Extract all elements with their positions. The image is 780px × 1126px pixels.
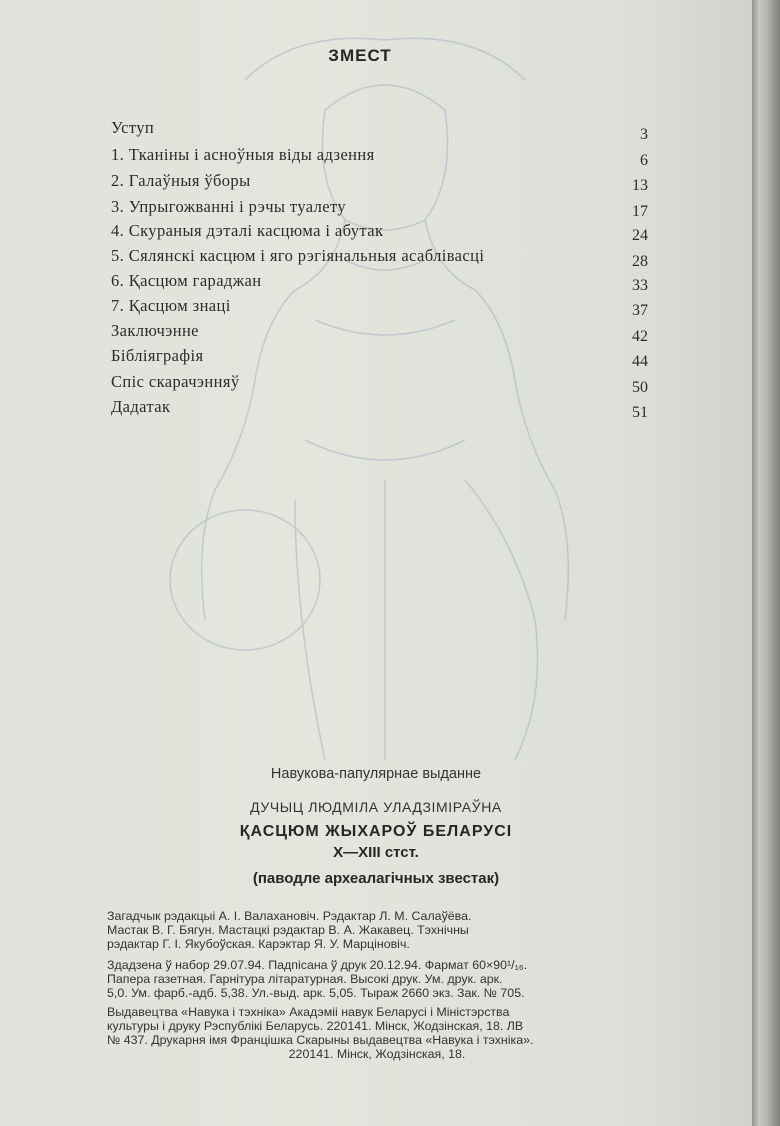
toc-entry-label: 1. Тканіны і асноўныя віды адзення xyxy=(111,145,375,164)
toc-entry-page: 37 xyxy=(632,302,648,319)
toc-entry-label: Заключэнне xyxy=(111,321,199,340)
imprint-line: Здадзена ў набор 29.07.94. Падпісана ў друк 20.12.94. Фармат 60×90¹/₁₆. xyxy=(107,958,528,972)
toc-entry-page: 42 xyxy=(632,328,648,345)
imprint-publisher xyxy=(107,1005,647,1061)
toc-entry-label: Спіс скарачэнняў xyxy=(111,372,240,391)
toc-entry-page: 24 xyxy=(632,227,648,244)
toc-entry-chapter-4 xyxy=(0,221,752,243)
toc-entry-appendix xyxy=(0,397,752,419)
toc-entry-label: Бібліяграфія xyxy=(111,346,204,365)
imprint-line: Мастак В. Г. Бягун. Мастацкі рэдактар В. А. Жакавец. Тэхнічны xyxy=(107,923,469,937)
imprint-production xyxy=(107,958,647,1000)
toc-entry-page: 33 xyxy=(632,277,648,294)
toc-entry-page: 51 xyxy=(632,404,648,421)
toc-entry-page: 17 xyxy=(632,203,648,220)
toc-entry-chapter-5 xyxy=(0,246,752,268)
toc-entry-chapter-2 xyxy=(0,171,752,193)
imprint-line: 5,0. Ум. фарб.-адб. 5,38. Ул.-выд. арк. 5,05. Тыраж 2660 экз. Зак. № 705. xyxy=(107,986,525,1000)
imprint-line: Выдавецтва «Навука і тэхніка» Акадэміі навук Беларусі і Міністэрства xyxy=(107,1005,510,1019)
toc-entry-label: Дадатак xyxy=(111,397,171,416)
series-line: Навукова-папулярнае выданне xyxy=(270,766,482,782)
toc-entry-chapter-6 xyxy=(0,271,752,293)
toc-entry-page: 44 xyxy=(632,353,648,370)
imprint-staff xyxy=(107,909,647,951)
page-stack-edge xyxy=(752,0,780,1126)
imprint-line: № 437. Друкарня імя Францішка Скарыны выдавецтва «Навука і тэхніка». xyxy=(107,1033,534,1047)
imprint-line: рэдактар Г. І. Якубоўская. Карэктар Я. У. Марціновіч. xyxy=(107,937,410,951)
imprint-line: Загадчык рэдакцыі А. І. Валахановіч. Рэдактар Л. М. Салаўёва. xyxy=(107,909,472,923)
toc-entry-abbreviations xyxy=(0,372,752,394)
toc-heading: ЗМЕСТ xyxy=(328,46,392,65)
toc-entry-chapter-7 xyxy=(0,296,752,318)
toc-entry-label: Уступ xyxy=(111,118,155,137)
toc-entry-label: 5. Сялянскі касцюм і яго рэгіянальныя асаблівасці xyxy=(111,246,485,265)
toc-entry-page: 28 xyxy=(632,253,648,270)
toc-entry-label: 7. Қасцюм знаці xyxy=(111,296,231,315)
book-period: X—XIII стст. xyxy=(333,844,419,861)
imprint-line: культуры і друку Рэспублікі Беларусь. 220141. Мінск, Жодзінская, 18. ЛВ xyxy=(107,1019,524,1033)
toc-entry-page: 13 xyxy=(632,177,648,194)
toc-entry-conclusion xyxy=(0,321,752,343)
toc-entry-page: 3 xyxy=(640,126,648,143)
imprint-line: 220141. Мінск, Жодзінская, 18. xyxy=(288,1047,466,1061)
toc-entry-page: 6 xyxy=(640,152,648,169)
toc-entry-bibliography xyxy=(0,346,752,368)
toc-entry-page: 50 xyxy=(632,379,648,396)
toc-entry-intro xyxy=(0,118,752,143)
toc-entry-chapter-1 xyxy=(0,145,752,167)
toc-entry-label: 4. Скураныя дэталі касцюма і абутак xyxy=(111,221,384,240)
book-note: (паводле археалагічных звестак) xyxy=(252,870,500,887)
toc-entry-label: 6. Қасцюм гараджан xyxy=(111,271,262,290)
author-name: ДУЧЫЦ ЛЮДМІЛА УЛАДЗІМІРАЎНА xyxy=(250,799,502,815)
toc-entry-chapter-3 xyxy=(0,197,752,219)
toc-entry-label: 3. Упрыгожванні і рэчы туалету xyxy=(111,197,347,216)
book-title: ҚАСЦЮМ ЖЫХАРОЎ БЕЛАРУСІ xyxy=(239,823,513,840)
imprint-line: Папера газетная. Гарнітура літаратурная. Высокі друк. Ум. друк. арк. xyxy=(107,972,503,986)
toc-entry-label: 2. Галаўныя ўборы xyxy=(111,171,251,190)
